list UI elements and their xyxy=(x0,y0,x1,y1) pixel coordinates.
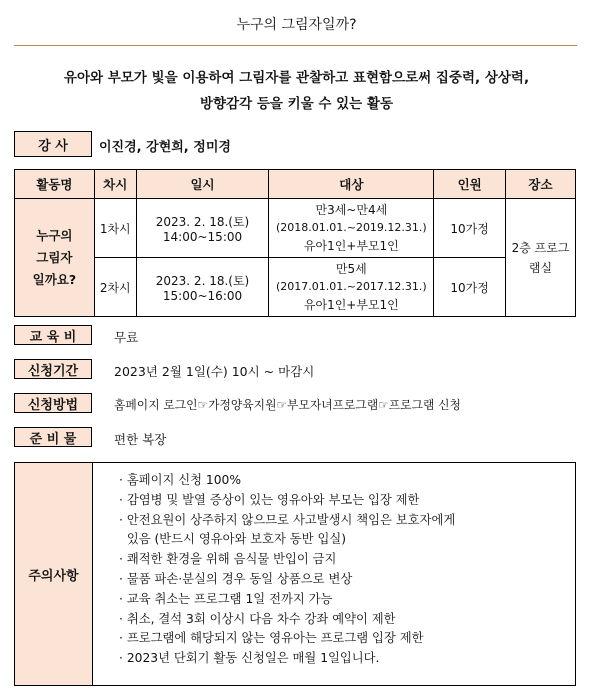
session-cell: 2차시 xyxy=(94,258,136,317)
capacity-cell: 10가정 xyxy=(434,258,506,317)
list-item: · 홈페이지 신청 100% xyxy=(119,473,242,487)
header-session: 차시 xyxy=(94,170,136,199)
target-cell xyxy=(269,199,434,258)
period-label: 신청기간 xyxy=(14,359,92,379)
target-age: 만5세 xyxy=(335,262,367,276)
list-item: · 물품 파손·분실의 경우 동일 상품으로 변상 xyxy=(119,571,353,586)
header-location: 장소 xyxy=(506,170,576,199)
list-item: · 교육 취소는 프로그램 1일 전까지 가능 xyxy=(119,591,333,606)
list-item: · 취소, 결석 3회 이상시 다음 차수 강좌 예약이 제한 xyxy=(119,611,396,626)
table-row xyxy=(15,258,576,317)
target-age: 만3세~만4세 xyxy=(315,203,388,217)
supplies-value: 편한 복장 xyxy=(114,432,167,447)
list-item: · 2023년 단회기 활동 신청일은 매월 1일입니다. xyxy=(119,651,380,666)
method-value: 홈페이지 로그인☞가정양육지원☞부모자녀프로그램☞프로그램 신청 xyxy=(114,398,461,412)
supplies-label: 준 비 물 xyxy=(14,427,92,447)
location-cell xyxy=(506,199,576,317)
session-time: 15:00~16:00 xyxy=(162,288,243,303)
schedule-header-row xyxy=(15,170,576,199)
target-composition: 유아1인+부모1인 xyxy=(303,239,399,253)
intro-line-1: 유아와 부모가 빛을 이용하여 그림자를 관찰하고 표현함으로써 집중력, 상상력, xyxy=(63,70,530,86)
notes-list xyxy=(119,471,455,669)
title-divider xyxy=(14,45,577,46)
birth-range: (2018.01.01.~2019.12.31.) xyxy=(275,221,427,234)
period-value: 2023년 2월 1일(수) 10시 ~ 마감시 xyxy=(114,364,315,379)
list-item: · 쾌적한 환경을 위해 음식물 반입이 금지 xyxy=(119,552,337,567)
notes-section xyxy=(14,462,576,686)
activity-name-cell xyxy=(15,199,95,317)
list-item: · 프로그램에 해당되지 않는 영유아는 프로그램 입장 제한 xyxy=(119,631,424,646)
target-cell xyxy=(269,258,434,317)
target-composition: 유아1인+부모1인 xyxy=(303,298,399,312)
session-date: 2023. 2. 18.(토) xyxy=(155,273,250,288)
header-target: 대상 xyxy=(269,170,434,199)
fee-label: 교 육 비 xyxy=(14,325,92,345)
session-date: 2023. 2. 18.(토) xyxy=(155,214,250,229)
header-datetime: 일시 xyxy=(136,170,269,199)
activity-name: 누구의 그림자 일까요? xyxy=(32,227,77,287)
capacity-cell: 10가정 xyxy=(434,199,506,258)
location-value: 2층 프로그램실 xyxy=(511,240,570,275)
list-item: · 감염병 및 발열 증상이 있는 영유아와 부모는 입장 제한 xyxy=(119,492,420,507)
page-title: 누구의 그림자일까? xyxy=(236,17,357,33)
header-capacity: 인원 xyxy=(434,170,506,199)
session-time: 14:00~15:00 xyxy=(162,229,243,244)
session-cell: 1차시 xyxy=(94,199,136,258)
header-activity: 활동명 xyxy=(15,170,95,199)
birth-range: (2017.01.01.~2017.12.31.) xyxy=(275,280,427,293)
intro-line-2: 방향감각 등을 키울 수 있는 활동 xyxy=(199,96,394,112)
table-row xyxy=(15,199,576,258)
notes-label: 주의사항 xyxy=(15,463,93,685)
fee-value: 무료 xyxy=(114,330,139,345)
method-label: 신청방법 xyxy=(14,393,92,413)
schedule-table xyxy=(14,169,576,317)
datetime-cell xyxy=(136,199,269,258)
list-item: · 안전요원이 상주하지 않으므로 사고발생시 책임은 보호자에게 xyxy=(119,512,456,527)
instructor-label: 강 사 xyxy=(14,131,92,157)
instructor-names: 이진경, 강현희, 정미경 xyxy=(99,140,231,155)
datetime-cell xyxy=(136,258,269,317)
list-item: 있음 (반드시 영유아와 보호자 동반 입실) xyxy=(119,532,347,547)
